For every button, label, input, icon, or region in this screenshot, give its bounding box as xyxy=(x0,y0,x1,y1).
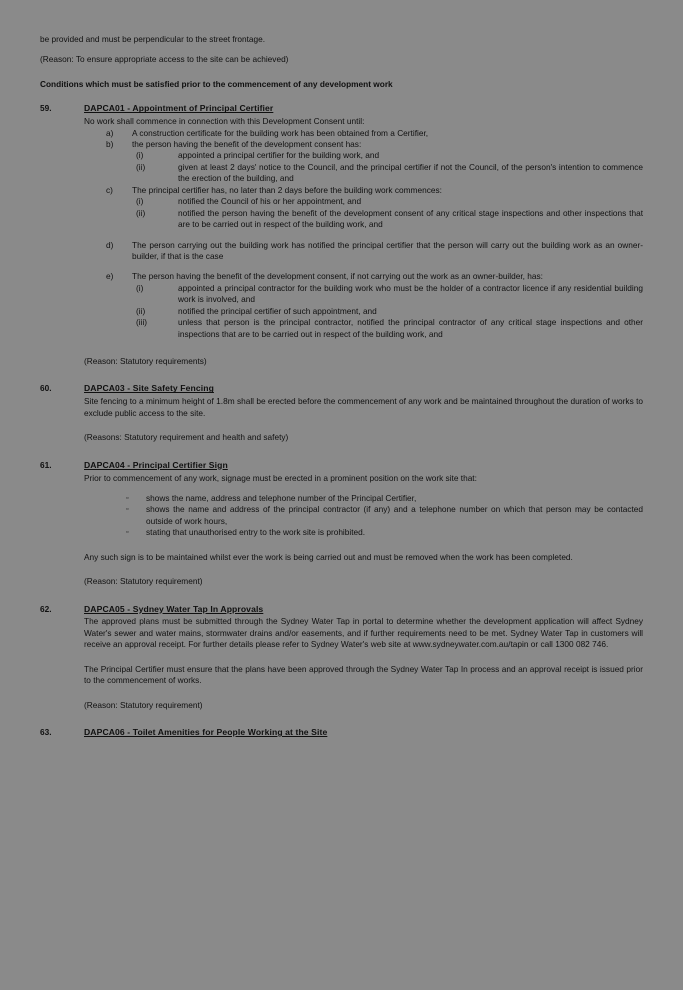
condition-reason: (Reason: Statutory requirements) xyxy=(84,356,207,367)
condition-body: Site fencing to a minimum height of 1.8m shall be erected before the commencement of any work and be maintained throughout the duration of works to exclude public access to the site. xyxy=(84,396,643,418)
list-item xyxy=(106,240,643,263)
list-item xyxy=(126,493,643,504)
list-item xyxy=(136,162,643,185)
condition-reason: (Reason: Statutory requirement) xyxy=(84,699,203,710)
condition-number: 61. xyxy=(40,459,52,470)
list-text: The person having the benefit of the development consent, if not carrying out the work as an owner-builder, has: xyxy=(132,271,543,282)
list-text: stating that unauthorised entry to the work site is prohibited. xyxy=(146,527,366,538)
condition-title: DAPCA04 - Principal Certifier Sign xyxy=(84,459,228,470)
list-marker: e) xyxy=(106,271,114,282)
list-text: appointed a principal certifier for the building work, and xyxy=(178,150,380,161)
list-text: shows the name, address and telephone number of the Principal Certifier, xyxy=(146,492,417,503)
list-text: The person carrying out the building work has notified the principal certifier that the person will carry out the building work as an owner-builder, if that is the case xyxy=(132,239,643,261)
list-marker: d) xyxy=(106,239,114,250)
condition-title: DAPCA06 - Toilet Amenities for People Working at the Site xyxy=(84,727,328,738)
list-marker: b) xyxy=(106,139,114,150)
condition-body-secondary: Any such sign is to be maintained whilst ever the work is being carried out and must be removed when the work has been completed. xyxy=(84,551,573,562)
list-item xyxy=(106,271,643,282)
lettered-list xyxy=(84,128,643,340)
list-text: unless that person is the principal contractor, notified the principal contractor of any critical stage inspections and other inspections that are to be carried out in respect of the building work, and xyxy=(178,317,643,339)
list-marker: a) xyxy=(106,127,114,138)
roman-list xyxy=(84,196,643,230)
condition-reason: (Reasons: Statutory requirement and health and safety) xyxy=(84,432,289,443)
list-marker: (ii) xyxy=(136,305,146,316)
top-paragraph: be provided and must be perpendicular to the street frontage. xyxy=(40,34,266,44)
top-reason: (Reason: To ensure appropriate access to the site can be achieved) xyxy=(40,54,289,65)
condition-number: 60. xyxy=(40,383,52,394)
list-text: notified the person having the benefit of the development consent of any critical stage inspections and other inspections that are to be carried out in respect of the building work, and xyxy=(178,207,643,230)
list-text: The principal certifier has, no later than 2 days before the building work commences: xyxy=(132,184,442,195)
list-item xyxy=(136,150,643,161)
condition-reason: (Reason: Statutory requirement) xyxy=(84,576,203,587)
roman-list xyxy=(84,283,643,340)
condition-title: DAPCA03 - Site Safety Fencing xyxy=(84,383,214,394)
square-bullet-icon: ▫ xyxy=(126,529,129,537)
list-item xyxy=(106,185,643,196)
list-item xyxy=(126,527,643,538)
list-text: the person having the benefit of the development consent has: xyxy=(132,139,362,150)
list-marker: (ii) xyxy=(136,161,146,172)
list-text: shows the name and address of the principal contractor (if any) and a telephone number on which that person may be contacted outside of work hours, xyxy=(146,504,643,526)
condition-61 xyxy=(40,460,643,539)
condition-59 xyxy=(40,103,643,340)
list-item xyxy=(136,306,643,317)
condition-intro: No work shall commence in connection with this Development Consent until: xyxy=(84,116,365,127)
condition-body: The approved plans must be submitted through the Sydney Water Tap in portal to determine whether the development application will affect Sydney Water's sewer and water mains, stormwater drains and/or easements, and if further requirements need to be met. Sydney Water Tap in customers will receive an approval receipt. For further details please refer to Sydney Water's web site at www.sydneywater.com.au/tapin or call 1300 082 746. xyxy=(84,616,643,650)
list-marker: (i) xyxy=(136,196,144,207)
document-body xyxy=(40,34,643,739)
section-heading: Conditions which must be satisfied prior to the commencement of any development work xyxy=(40,78,393,89)
list-text: A construction certificate for the building work has been obtained from a Certifier, xyxy=(132,127,429,138)
list-text: appointed a principal contractor for the building work who must be the holder of a contractor licence if any residential building work is involved, and xyxy=(178,282,643,305)
condition-title: DAPCA05 - Sydney Water Tap In Approvals xyxy=(84,603,264,614)
list-marker: (iii) xyxy=(136,317,148,328)
list-item xyxy=(126,504,643,527)
condition-number: 59. xyxy=(40,103,52,114)
list-marker: (i) xyxy=(136,282,144,293)
condition-number: 62. xyxy=(40,603,52,614)
list-marker: (ii) xyxy=(136,207,146,218)
square-bullet-icon: ▫ xyxy=(126,494,129,502)
square-bullet-icon: ▫ xyxy=(126,506,129,514)
bullet-list xyxy=(126,493,643,539)
list-marker: (i) xyxy=(136,150,144,161)
condition-60 xyxy=(40,383,643,419)
condition-62 xyxy=(40,604,643,651)
roman-list xyxy=(84,150,643,184)
condition-body: Prior to commencement of any work, signage must be erected in a prominent position on the work site that: xyxy=(84,472,477,483)
condition-63 xyxy=(40,727,643,739)
condition-body-secondary: The Principal Certifier must ensure that the plans have been approved through the Sydney Water Tap In process and an approval receipt is issued prior to the commencement of works. xyxy=(84,663,643,686)
list-item xyxy=(106,128,643,139)
condition-title: DAPCA01 - Appointment of Principal Certifier xyxy=(84,103,274,114)
list-item xyxy=(136,283,643,306)
list-item xyxy=(136,317,643,340)
list-marker: c) xyxy=(106,184,113,195)
list-text: given at least 2 days' notice to the Council, and the principal certifier if not the Council, of the person's intention to commence the erection of the building, and xyxy=(178,161,643,184)
list-text: notified the principal certifier of such appointment, and xyxy=(178,305,377,316)
list-item xyxy=(136,196,643,207)
list-item xyxy=(106,139,643,150)
list-text: notified the Council of his or her appointment, and xyxy=(178,196,362,207)
condition-number: 63. xyxy=(40,727,52,738)
list-item xyxy=(136,208,643,231)
